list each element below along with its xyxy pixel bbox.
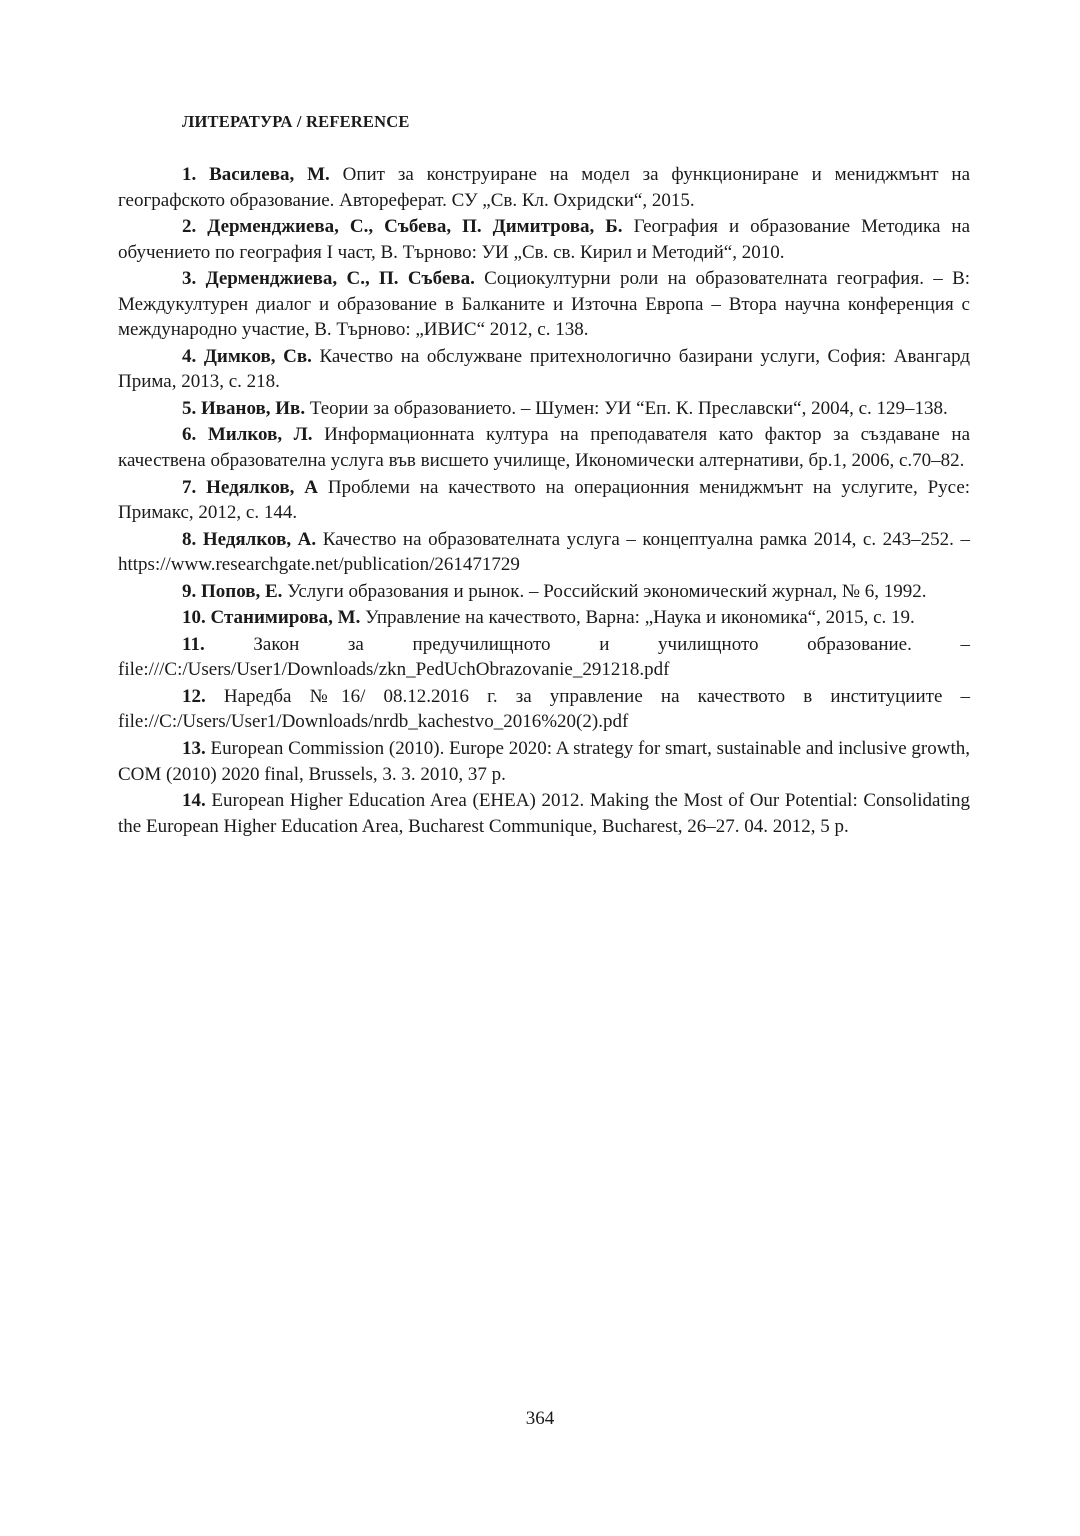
reference-text: География и образование Методика на обучението по география I част, В. Търново: УИ „Св. св. Кирил и Методий“, 2010. [118, 216, 971, 263]
reference-text: European Commission (2010). Europe 2020: A strategy for smart, sustainable and inclusive growth, COM (2010) 2020 final, Brussels, 3. 3. 2010, 37 p. [118, 738, 971, 785]
reference-text: Социокултурни роли на образователната география. – В: Междукултурен диалог и образование в Балканите и Източна Европа – Втора научна конференция с международно участие, В. Търново: „ИВИС“ 2012, с. 138. [118, 268, 971, 341]
reference-number: 1. [182, 164, 197, 185]
list-item [118, 344, 970, 395]
reference-number: 6. [182, 424, 197, 446]
list-item [118, 527, 970, 578]
reference-number: 3. [182, 268, 197, 290]
reference-number: 9. [182, 580, 197, 602]
reference-text: Управление на качеството, Варна: „Наука и икономика“, 2015, с. 19. [365, 607, 915, 629]
list-item [118, 579, 970, 605]
list-item [118, 632, 970, 683]
reference-text: European Higher Education Area (EHEA) 2012. Making the Most of Our Potential: Consolidating the European Higher Education Area, Bucharest Communique, Bucharest, 26–27. 04. 2012, 5 p. [118, 790, 970, 837]
reference-text: Услуги образования и рынок. – Российский экономический журнал, № 6, 1992. [287, 580, 927, 602]
reference-author: Милков, Л. [207, 424, 313, 446]
reference-number: 13. [182, 738, 206, 760]
reference-author: Недялков, А. [202, 528, 317, 550]
list-item [118, 266, 970, 343]
list-item [118, 214, 970, 265]
reference-number: 10. [182, 607, 206, 629]
list-item [118, 605, 970, 631]
reference-text: Качество на обслужване притехнологично базирани услуги, София: Авангард Прима, 2013, с. 218. [118, 345, 970, 393]
reference-author: Иванов, Ив. [201, 397, 306, 419]
list-item [118, 684, 970, 735]
reference-number: 8. [182, 528, 197, 550]
reference-author: Недялков, А [206, 476, 318, 498]
reference-text: Закон за предучилищното и училищното образование. – file:///C:/Users/User1/Downloads/zkn_PedUchObrazovanie_291218.pdf [118, 633, 971, 681]
reference-number: 4. [182, 345, 197, 367]
list-item [118, 736, 970, 787]
list-item [118, 396, 970, 422]
list-item [118, 422, 970, 473]
reference-text: Теории за образованието. – Шумен: УИ “Еп. К. Преславски“, 2004, с. 129–138. [309, 397, 948, 419]
reference-author: Попов, Е. [201, 580, 283, 602]
reference-number: 11. [182, 633, 205, 655]
references-section [118, 112, 970, 840]
reference-text: Информационната култура на преподавателя като фактор за създаване на качествена образователна услуга във висшето училище, Икономически алтернативи, бр.1, 2006, с.70–82. [118, 424, 971, 472]
reference-number: 7. [182, 476, 197, 498]
list-item [118, 162, 970, 213]
reference-text: Опит за конструиране на модел за функциониране и мениджмънт на географското образование. Автореферат. СУ „Св. Кл. Охридски“, 2015. [118, 164, 971, 211]
reference-author: Димков, Св. [203, 345, 312, 367]
reference-number: 5. [182, 397, 197, 419]
reference-text: Качество на образователната услуга – концептуална рамка 2014, с. 243–252. – https://www.researchgate.net/publication/261471729 [118, 528, 970, 576]
list-item [118, 475, 970, 526]
reference-author: Василева, М. [209, 164, 330, 185]
page-title: ЛИТЕРАТУРА / REFERENCE [182, 112, 410, 131]
reference-number: 2. [182, 216, 197, 238]
reference-text: Проблеми на качеството на операционния мениджмънт на услугите, Русе: Примакс, 2012, с. 144. [118, 476, 971, 524]
reference-text: Наредба №16/ 08.12.2016 г. за управление на качеството в институциите – file://C:/Users/User1/Downloads/nrdb_kachestvo_2016%20(2).pdf [118, 685, 971, 733]
page-number: 364 [525, 1408, 555, 1429]
reference-number: 12. [182, 685, 206, 707]
reference-author: Дерменджиева, С., Събева, П. Димитрова, Б. [207, 216, 623, 238]
reference-author: Дерменджиева, С., П. Събева. [205, 268, 475, 290]
reference-number: 14. [182, 790, 206, 812]
reference-list [118, 162, 970, 839]
list-item [118, 788, 970, 839]
reference-author: Станимирова, М. [210, 607, 361, 629]
